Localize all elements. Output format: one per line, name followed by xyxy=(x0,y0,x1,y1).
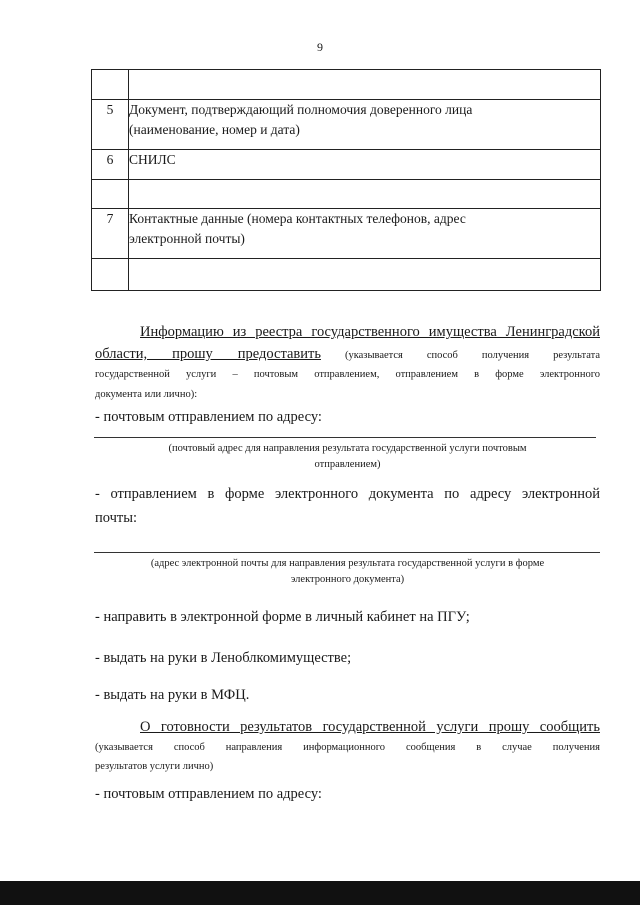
readiness-section xyxy=(95,716,600,776)
option-email xyxy=(95,482,600,530)
email-address-line[interactable] xyxy=(94,552,600,553)
table-row xyxy=(92,150,601,180)
option-lenobl: - выдать на руки в Леноблкомимуществе; xyxy=(95,650,352,666)
table-row xyxy=(92,209,601,259)
readiness-heading-line: О готовности результатов государственной услуги прошу сообщить xyxy=(140,719,600,735)
info-heading-underlined: области, прошу предоставить xyxy=(95,346,321,362)
readiness-note-line: (указывается способ направления информационного сообщения в случае получения xyxy=(95,742,600,753)
readiness-option-postal: - почтовым отправлением по адресу: xyxy=(95,786,322,802)
row-label-line: Документ, подтверждающий полномочия доверенного лица xyxy=(129,102,473,117)
table-row xyxy=(92,180,601,209)
info-section xyxy=(95,321,600,405)
row-value-cell[interactable] xyxy=(129,180,601,209)
info-method-note-line: документа или лично): xyxy=(95,389,198,400)
row-label-line: Контактные данные (номера контактных телефонов, адрес xyxy=(129,211,466,226)
hint-line: (почтовый адрес для направления результата государственной услуги почтовым xyxy=(168,443,527,454)
option-email-line: - отправлением в форме электронного документа по адресу электронной xyxy=(95,486,600,502)
table-row xyxy=(92,100,601,150)
option-postal: - почтовым отправлением по адресу: xyxy=(95,409,322,425)
scan-edge-bar xyxy=(0,881,640,905)
row-number-cell xyxy=(92,259,129,291)
row-number-cell xyxy=(92,70,129,100)
option-mfc: - выдать на руки в МФЦ. xyxy=(95,687,250,703)
table-row xyxy=(92,70,601,100)
info-request-line xyxy=(95,343,600,365)
email-address-hint xyxy=(95,556,600,588)
row-number-cell: 6 xyxy=(92,150,129,180)
row-label-cell xyxy=(129,100,601,150)
table-row xyxy=(92,259,601,291)
row-value-cell[interactable] xyxy=(129,70,601,100)
info-heading-line: Информацию из реестра государственного имущества Ленинградской xyxy=(140,324,600,340)
option-email-line: почты: xyxy=(95,510,138,526)
info-method-note-line: государственной услуги – почтовым отправлением, отправлением в форме электронного xyxy=(95,369,600,380)
option-pgu: - направить в электронной форме в личный кабинет на ПГУ; xyxy=(95,609,470,625)
hint-line: электронного документа) xyxy=(290,574,405,585)
applicant-data-table xyxy=(91,69,601,291)
row-label-cell xyxy=(129,150,601,180)
info-method-note: (указывается способ получения результата xyxy=(320,350,600,361)
row-label-line: (наименование, номер и дата) xyxy=(129,122,300,137)
readiness-note-line: результатов услуги лично) xyxy=(95,761,214,772)
postal-address-line[interactable] xyxy=(94,437,596,438)
row-label-line: СНИЛС xyxy=(129,152,176,167)
page-number: 9 xyxy=(317,40,323,54)
row-label-line: электронной почты) xyxy=(129,231,245,246)
row-number-cell xyxy=(92,180,129,209)
row-label-cell xyxy=(129,209,601,259)
hint-line: отправлением) xyxy=(314,459,381,470)
postal-address-hint xyxy=(95,441,600,473)
row-value-cell[interactable] xyxy=(129,259,601,291)
row-number-cell: 7 xyxy=(92,209,129,259)
row-number-cell: 5 xyxy=(92,100,129,150)
hint-line: (адрес электронной почты для направления результата государственной услуги в форме xyxy=(150,558,545,569)
